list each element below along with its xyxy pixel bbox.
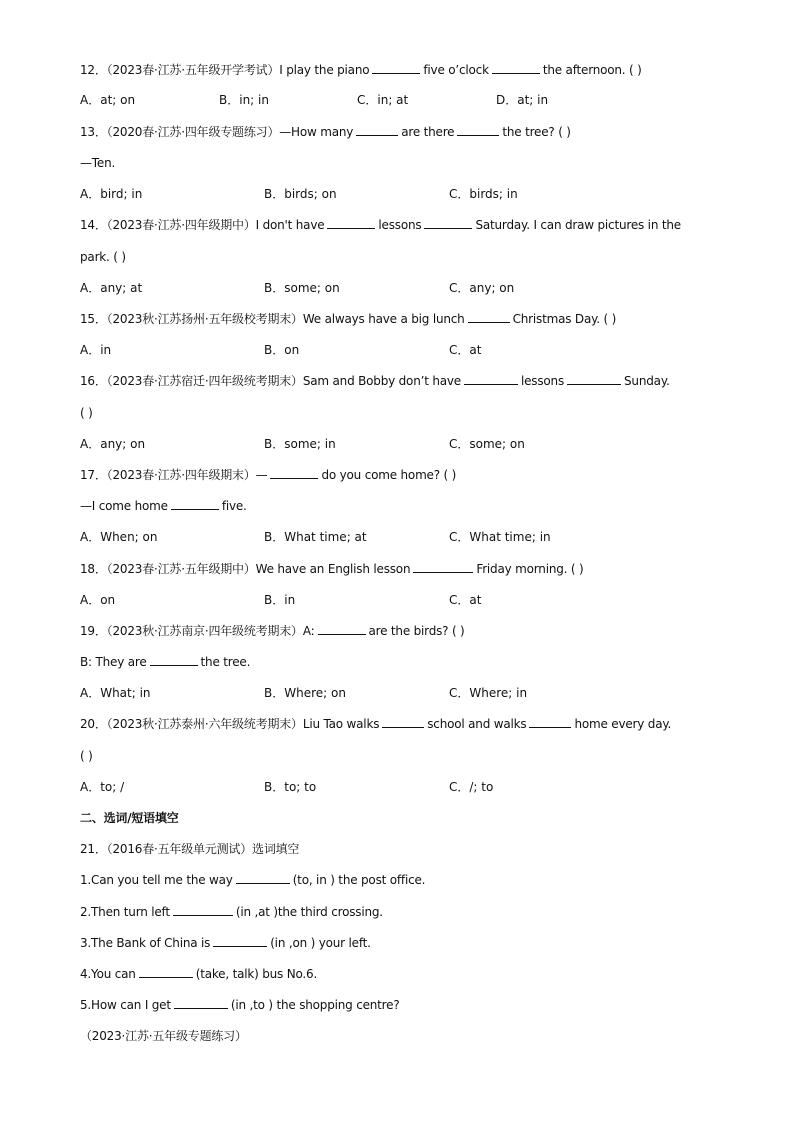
answer-blank[interactable] bbox=[464, 373, 518, 385]
question-source: 16．（2023春·江苏宿迁·四年级统考期末） bbox=[80, 374, 303, 388]
answer-blank[interactable] bbox=[356, 124, 398, 136]
option-b[interactable]: B．on bbox=[264, 343, 300, 357]
question-continuation: park. ( ) bbox=[80, 250, 126, 264]
answer-blank[interactable] bbox=[529, 716, 571, 728]
options-row bbox=[80, 92, 720, 108]
option-a[interactable]: A．in bbox=[80, 343, 112, 357]
option-a[interactable]: A．any; at bbox=[80, 281, 143, 295]
question-continuation: ( ) bbox=[80, 406, 93, 420]
option-a[interactable]: A．What; in bbox=[80, 686, 151, 700]
question-source: 13．（2020春·江苏·四年级专题练习） bbox=[80, 125, 280, 139]
option-a[interactable]: A．to; / bbox=[80, 780, 125, 794]
option-b[interactable]: B．What time; at bbox=[264, 530, 367, 544]
answer-blank[interactable] bbox=[150, 654, 198, 666]
answer-blank[interactable] bbox=[171, 498, 219, 510]
option-a[interactable]: A．When; on bbox=[80, 530, 158, 544]
question-source: 12．（2023春·江苏·五年级开学考试） bbox=[80, 63, 280, 77]
options-row bbox=[80, 342, 720, 358]
option-c[interactable]: C．some; on bbox=[449, 437, 525, 451]
answer-blank[interactable] bbox=[567, 373, 621, 385]
option-a[interactable]: A．at; on bbox=[80, 93, 136, 107]
answer-line: —I come home five. bbox=[80, 499, 247, 513]
section-heading: 二、选词/短语填空 bbox=[80, 811, 179, 825]
question-19: 19．（2023秋·江苏南京·四年级统考期末）A: are the birds? ( ) bbox=[80, 624, 465, 638]
option-b[interactable]: B．in; in bbox=[219, 93, 269, 107]
question-source: 18．（2023春·江苏·五年级期中） bbox=[80, 562, 256, 576]
option-b[interactable]: B．in bbox=[264, 593, 296, 607]
options-row bbox=[80, 186, 720, 202]
option-c[interactable]: C．at bbox=[449, 593, 482, 607]
fill-item-1: 1.Can you tell me the way (to, in ) the post office. bbox=[80, 873, 426, 887]
option-b[interactable]: B．some; in bbox=[264, 437, 336, 451]
options-row bbox=[80, 280, 720, 296]
question-source: 14．（2023春·江苏·四年级期中） bbox=[80, 218, 256, 232]
options-row bbox=[80, 685, 720, 701]
options-row bbox=[80, 529, 720, 545]
option-c[interactable]: C．/; to bbox=[449, 780, 494, 794]
question-16: 16．（2023春·江苏宿迁·四年级统考期末）Sam and Bobby don’t have lessons Sunday. bbox=[80, 374, 670, 388]
option-b[interactable]: B．to; to bbox=[264, 780, 317, 794]
question-14: 14．（2023春·江苏·四年级期中）I don't have lessons Saturday. I can draw pictures in the bbox=[80, 218, 681, 232]
answer-line: B: They are the tree. bbox=[80, 655, 251, 669]
question-18: 18．（2023春·江苏·五年级期中）We have an English lesson Friday morning. ( ) bbox=[80, 562, 584, 576]
answer-blank[interactable] bbox=[372, 62, 420, 74]
answer-blank[interactable] bbox=[213, 935, 267, 947]
answer-line: —Ten. bbox=[80, 156, 116, 170]
question-source: 17．（2023春·江苏·四年级期末） bbox=[80, 468, 256, 482]
options-row bbox=[80, 436, 720, 452]
option-c[interactable]: C．at bbox=[449, 343, 482, 357]
option-a[interactable]: A．bird; in bbox=[80, 187, 143, 201]
question-source: （2023·江苏·五年级专题练习） bbox=[80, 1029, 247, 1043]
option-a[interactable]: A．any; on bbox=[80, 437, 146, 451]
answer-blank[interactable] bbox=[174, 997, 228, 1009]
question-15: 15．（2023秋·江苏扬州·五年级校考期末）We always have a big lunch Christmas Day. ( ) bbox=[80, 312, 617, 326]
option-c[interactable]: C．any; on bbox=[449, 281, 515, 295]
fill-item-4: 4.You can (take, talk) bus No.6. bbox=[80, 967, 318, 981]
answer-blank[interactable] bbox=[236, 872, 290, 884]
fill-item-3: 3.The Bank of China is (in ,on ) your left. bbox=[80, 936, 371, 950]
fill-item-5: 5.How can I get (in ,to ) the shopping centre? bbox=[80, 998, 400, 1012]
answer-blank[interactable] bbox=[492, 62, 540, 74]
answer-blank[interactable] bbox=[457, 124, 499, 136]
options-row bbox=[80, 592, 720, 608]
question-continuation: ( ) bbox=[80, 749, 93, 763]
answer-blank[interactable] bbox=[413, 561, 473, 573]
option-b[interactable]: B．some; on bbox=[264, 281, 340, 295]
question-13: 13．（2020春·江苏·四年级专题练习）—How many are there the tree? ( ) bbox=[80, 125, 571, 139]
option-b[interactable]: B．birds; on bbox=[264, 187, 337, 201]
answer-blank[interactable] bbox=[318, 623, 366, 635]
question-21: 21．（2016春·五年级单元测试）选词填空 bbox=[80, 842, 300, 856]
fill-item-2: 2.Then turn left (in ,at )the third crossing. bbox=[80, 905, 383, 919]
question-source: 19．（2023秋·江苏南京·四年级统考期末） bbox=[80, 624, 303, 638]
answer-blank[interactable] bbox=[382, 716, 424, 728]
answer-blank[interactable] bbox=[327, 217, 375, 229]
question-12: 12．（2023春·江苏·五年级开学考试）I play the piano five o’clock the afternoon. ( ) bbox=[80, 63, 642, 77]
question-source: 15．（2023秋·江苏扬州·五年级校考期末） bbox=[80, 312, 303, 326]
options-row bbox=[80, 779, 720, 795]
answer-blank[interactable] bbox=[270, 467, 318, 479]
answer-blank[interactable] bbox=[468, 311, 510, 323]
question-20: 20．（2023秋·江苏泰州·六年级统考期末）Liu Tao walks school and walks home every day. bbox=[80, 717, 672, 731]
option-c[interactable]: C．birds; in bbox=[449, 187, 518, 201]
question-17: 17．（2023春·江苏·四年级期末）— do you come home? ( ) bbox=[80, 468, 457, 482]
option-c[interactable]: C．in; at bbox=[357, 93, 409, 107]
answer-blank[interactable] bbox=[139, 966, 193, 978]
question-source: 20．（2023秋·江苏泰州·六年级统考期末） bbox=[80, 717, 303, 731]
option-d[interactable]: D．at; in bbox=[496, 93, 549, 107]
option-b[interactable]: B．Where; on bbox=[264, 686, 346, 700]
answer-blank[interactable] bbox=[424, 217, 472, 229]
option-c[interactable]: C．What time; in bbox=[449, 530, 551, 544]
option-c[interactable]: C．Where; in bbox=[449, 686, 528, 700]
option-a[interactable]: A．on bbox=[80, 593, 116, 607]
answer-blank[interactable] bbox=[173, 904, 233, 916]
